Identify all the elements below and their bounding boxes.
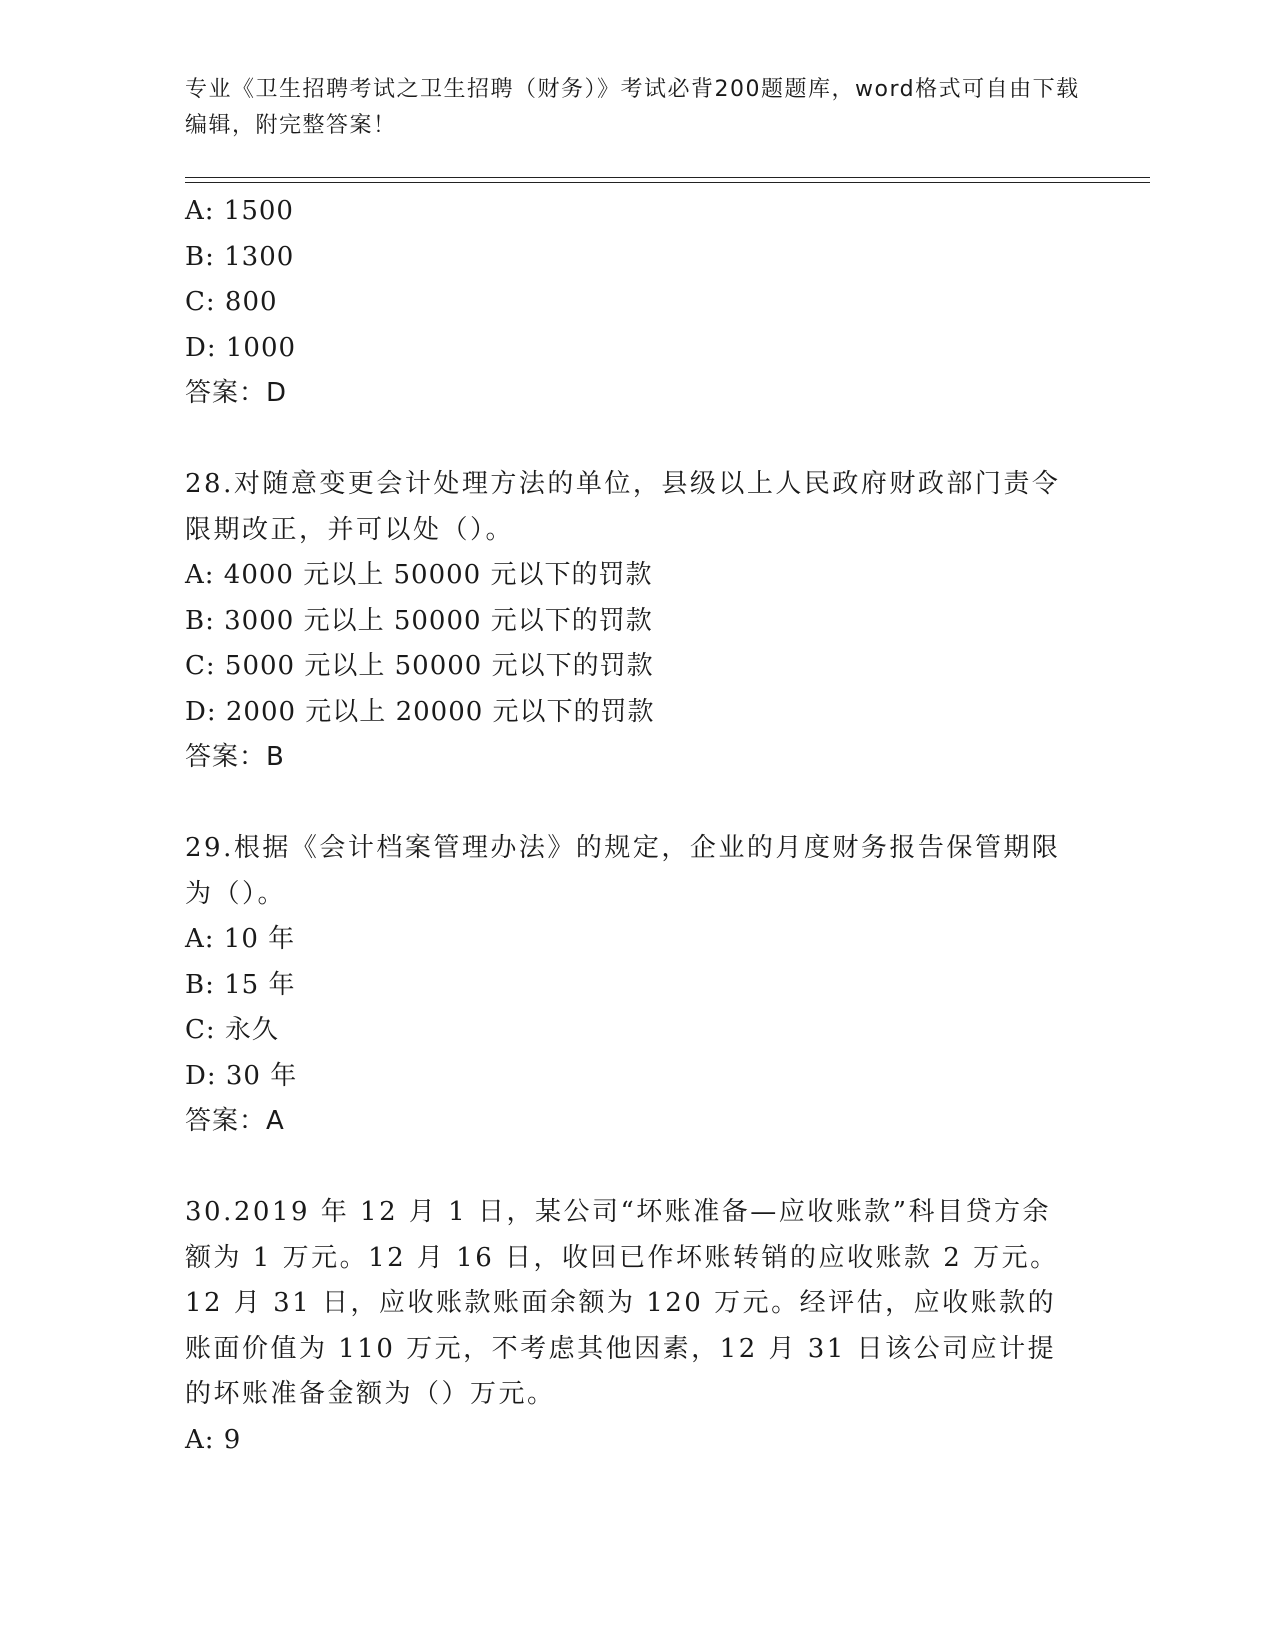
option-a: A: 10 年 — [185, 924, 296, 954]
question-stem: 28.对随意变更会计处理方法的单位，县级以上人民政府财政部门责令限期改正，并可以处（）。 — [185, 469, 1061, 545]
answer-label: 答案：B — [185, 742, 285, 772]
header-divider-bottom — [185, 182, 1150, 183]
question-28 — [185, 462, 1085, 781]
option-b: B: 15 年 — [185, 969, 296, 1000]
question-27 — [185, 189, 1085, 417]
option-c: C: 5000 元以上 50000 元以下的罚款 — [185, 651, 654, 681]
option-c: C: 永久 — [185, 1015, 279, 1045]
document-header-title: 专业《卫生招聘考试之卫生招聘（财务）》考试必背200题题库，word格式可自由下载编辑，附完整答案！ — [185, 77, 1080, 138]
answer-label: 答案：A — [185, 1106, 285, 1136]
option-b: B: 1300 — [185, 241, 295, 272]
question-stem: 30.2019 年 12 月 1 日，某公司“坏账准备—应收账款”科目贷方余额为 1 万元。12 月 16 日，收回已作坏账转销的应收账款 2 万元。12 月 31 日，应收账款账面余额为 120 万元。经评估，应收账款的账面价值为 110 万元，不考虑其他因素，12 月 31 日该公司应计提的坏账准备金额为（）万元。 — [185, 1197, 1059, 1409]
option-d: D: 30 年 — [185, 1060, 298, 1091]
question-list — [185, 189, 1085, 1463]
answer-label: 答案：D — [185, 378, 288, 408]
question-29 — [185, 826, 1085, 1145]
question-spacer — [185, 417, 1085, 463]
header-divider-top — [185, 177, 1150, 178]
option-a: A: 1500 — [185, 196, 294, 226]
option-a: A: 9 — [185, 1424, 242, 1455]
option-b: B: 3000 元以上 50000 元以下的罚款 — [185, 605, 653, 636]
option-d: D: 2000 元以上 20000 元以下的罚款 — [185, 696, 655, 727]
question-30 — [185, 1190, 1085, 1463]
question-stem: 29.根据《会计档案管理办法》的规定，企业的月度财务报告保管期限为（）。 — [185, 833, 1061, 909]
option-c: C: 800 — [185, 287, 278, 317]
option-d: D: 1000 — [185, 332, 297, 363]
question-spacer — [185, 1145, 1085, 1191]
option-a: A: 4000 元以上 50000 元以下的罚款 — [185, 560, 653, 590]
question-spacer — [185, 781, 1085, 827]
